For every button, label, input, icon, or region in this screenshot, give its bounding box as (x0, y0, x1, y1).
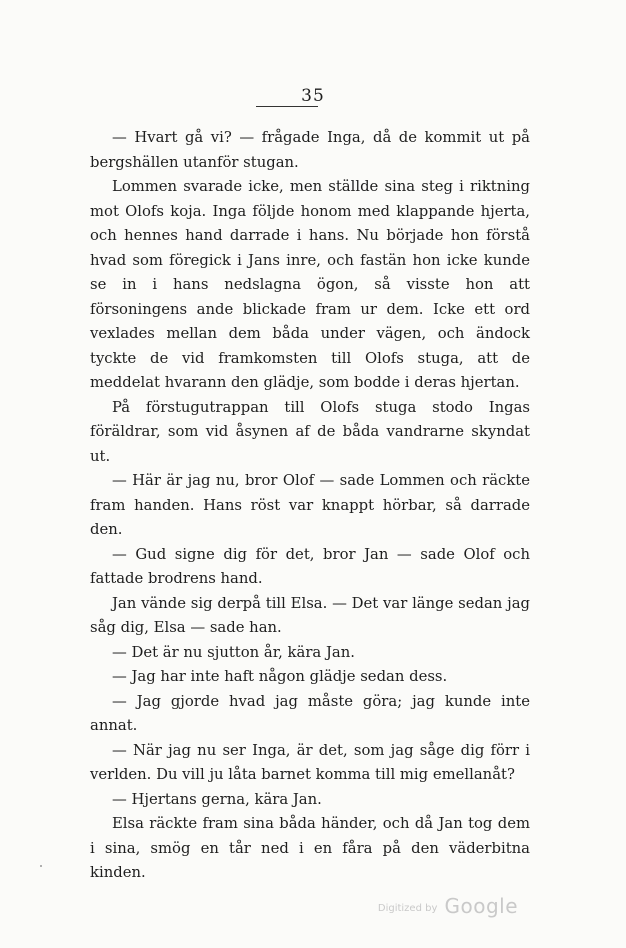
paragraph: — Det är nu sjutton år, kära Jan. (112, 643, 355, 661)
paragraph: — Hvart gå vi? — frågade Inga, då de kommit ut på bergshällen utanför stugan. (90, 129, 530, 171)
paragraph: Lommen svarade icke, men ställde sina steg i riktning mot Olofs koja. Inga följde honom med klappande hjerta, och hennes hand darrade i hans. Nu började hon förstå hvad som föregick i Jans inre, och fastän hon icke kunde se in i hans nedslagna ögon, så visste hon att försoningens ande blickade fram ur dem. Icke ett ord vexlades mellan dem båda under vägen, och ändock tyckte de vid framkomsten till Olofs stuga, att de meddelat hvarann den glädje, som bodde i deras hjertan. (90, 178, 530, 391)
paragraph: Jan vände sig derpå till Elsa. — Det var länge sedan jag såg dig, Elsa — sade han. (90, 594, 530, 636)
page-body (90, 126, 530, 886)
scan-speck (40, 865, 42, 867)
page-number-rule (256, 106, 318, 107)
watermark-prefix: Digitized by (377, 903, 438, 914)
paragraph: — Gud signe dig för det, bror Jan — sade Olof och fattade brodrens hand. (90, 545, 530, 587)
watermark-brand: Google (444, 894, 518, 918)
paragraph: — Jag gjorde hvad jag måste göra; jag kunde inte annat. (90, 692, 530, 734)
paragraph: Elsa räckte fram sina båda händer, och då Jan tog dem i sina, smög en tår ned i en fåra på den väderbitna kinden. (90, 815, 530, 881)
paragraph: På förstugutrappan till Olofs stuga stodo Ingas föräldrar, som vid åsynen af de båda vandrarne skyndat ut. (90, 398, 530, 465)
paragraph: — Jag har inte haft någon glädje sedan dess. (112, 668, 448, 685)
paragraph: — Här är jag nu, bror Olof — sade Lommen och räckte fram handen. Hans röst var knappt hörbar, så darrade den. (90, 472, 530, 538)
paragraph: — När jag nu ser Inga, är det, som jag såge dig förr i verlden. Du vill ju låta barnet komma till mig emellanåt? (90, 741, 530, 783)
digitized-watermark (378, 894, 518, 918)
paragraph: — Hjertans gerna, kära Jan. (112, 790, 322, 808)
page-number: 35 (301, 86, 325, 106)
